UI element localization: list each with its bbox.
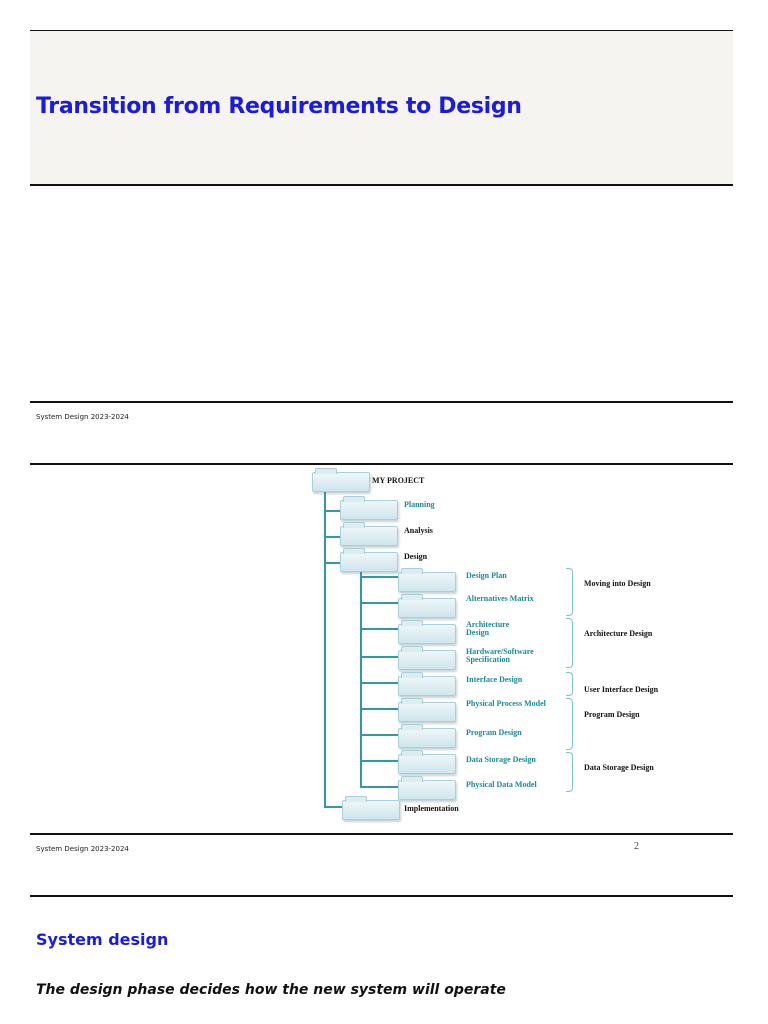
slide2-footer-rule (30, 833, 733, 835)
item-label-alternatives-matrix: Alternatives Matrix (466, 594, 534, 603)
group-label-user-interface-design: User Interface Design (584, 685, 659, 694)
item-label-architecture-design: Architecture Design (466, 620, 510, 637)
root-folder-icon (312, 472, 370, 492)
item-label-data-storage-design: Data Storage Design (466, 755, 536, 764)
item-label-interface-design: Interface Design (466, 675, 523, 684)
design-branch-line (360, 602, 400, 604)
slide3-subtitle: The design phase decides how the new system will operate (36, 982, 506, 998)
slide1-footer-rule (30, 401, 733, 403)
alternatives-matrix-folder-icon (398, 598, 456, 618)
group-label-data-storage-design: Data Storage Design (584, 763, 654, 772)
item-label-design-plan: Design Plan (466, 571, 507, 580)
group-bracket-moving-into-design (566, 568, 573, 616)
slide1-title: Transition from Requirements to Design (36, 94, 522, 119)
group-label-program-design: Program Design (584, 710, 640, 719)
design-plan-folder-icon (398, 572, 456, 592)
root-label: MY PROJECT (372, 476, 425, 485)
group-label-moving-into-design: Moving into Design (584, 579, 651, 588)
data-storage-design-folder-icon (398, 754, 456, 774)
design-subtree-line (360, 566, 362, 788)
slide3-top-rule (30, 895, 733, 897)
slide2-footer: System Design 2023-2024 (36, 845, 129, 853)
implementation-folder-icon (342, 800, 400, 820)
tree-branch-line (324, 536, 340, 538)
program-design-folder-icon (398, 728, 456, 748)
group-label-architecture-design: Architecture Design (584, 629, 653, 638)
item-label-hw-sw-spec: Hardware/Software Specification (466, 647, 534, 664)
slide2-top-rule (30, 463, 733, 465)
design-branch-line (360, 656, 400, 658)
design-folder-icon (340, 552, 398, 572)
design-branch-line (360, 576, 400, 578)
project-hierarchy-diagram (300, 466, 710, 826)
hw-sw-spec-folder-icon (398, 650, 456, 670)
item-label-physical-process-model: Physical Process Model (466, 699, 546, 708)
phase-label-analysis: Analysis (404, 526, 433, 535)
planning-folder-icon (340, 500, 398, 520)
slide1-title-rule (30, 184, 733, 186)
tree-branch-line (324, 562, 340, 564)
design-branch-line (360, 786, 400, 788)
tree-branch-line (324, 510, 340, 512)
phase-label-design: Design (404, 552, 428, 561)
item-label-physical-data-model: Physical Data Model (466, 780, 537, 789)
group-bracket-user-interface-design (566, 672, 573, 696)
physical-process-model-folder-icon (398, 702, 456, 722)
group-bracket-architecture-design (566, 618, 573, 668)
architecture-design-folder-icon (398, 624, 456, 644)
group-bracket-data-storage-design (566, 752, 573, 792)
design-branch-line (360, 708, 400, 710)
slide3-title: System design (36, 930, 169, 949)
item-label-program-design: Program Design (466, 728, 522, 737)
phase-label-implementation: Implementation (404, 804, 459, 813)
page-number: 2 (634, 841, 639, 852)
slide1-footer: System Design 2023-2024 (36, 413, 129, 421)
physical-data-model-folder-icon (398, 780, 456, 800)
design-branch-line (360, 734, 400, 736)
design-branch-line (360, 628, 400, 630)
group-bracket-program-design (566, 698, 573, 750)
design-branch-line (360, 760, 400, 762)
analysis-folder-icon (340, 526, 398, 546)
tree-branch-line (324, 806, 342, 808)
design-branch-line (360, 682, 400, 684)
interface-design-folder-icon (398, 676, 456, 696)
phase-label-planning: Planning (404, 500, 435, 509)
